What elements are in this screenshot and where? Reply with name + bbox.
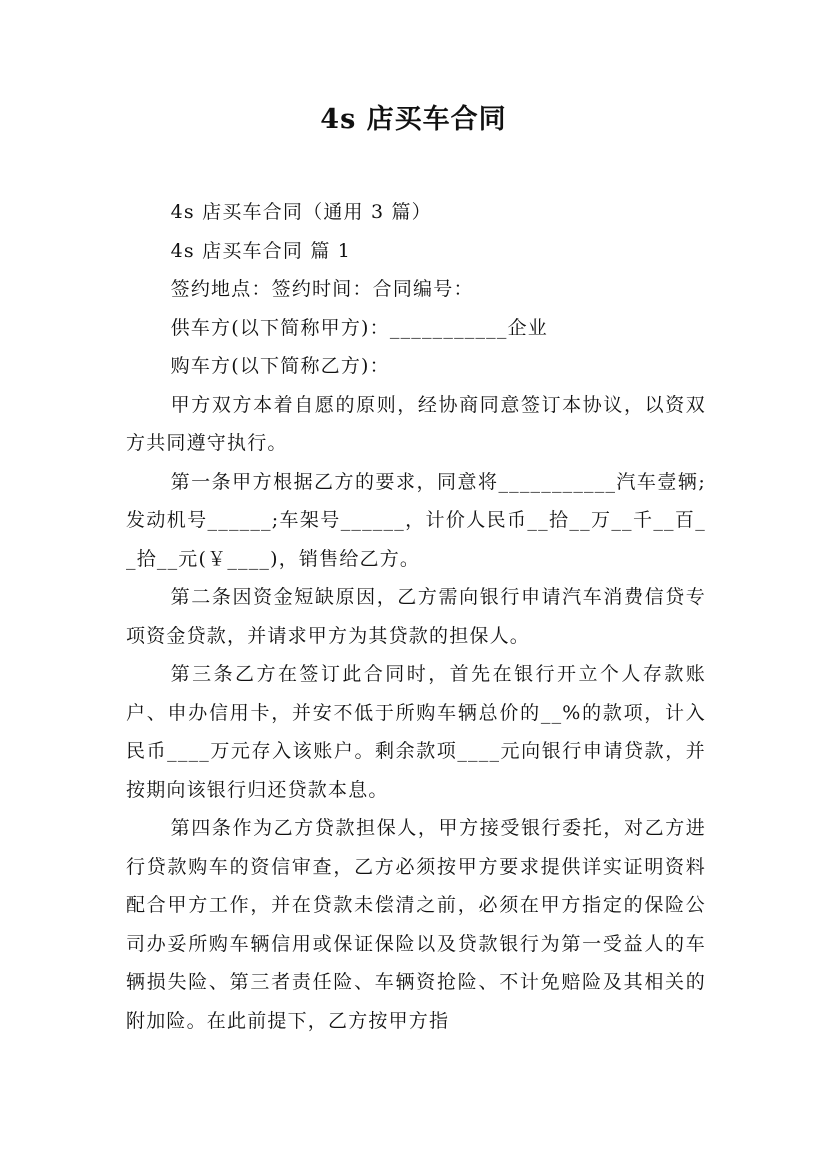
document-title: 4s 店买车合同 — [320, 104, 507, 135]
paragraph-article-3: 第三条乙方在签订此合同时，首先在银行开立个人存款账户、申办信用卡，并安不低于所购车辆总价的__%的款项，计入民币____万元存入该账户。剩余款项____元向银行申请贷款，并按期向该银行归还贷款本息。 — [126, 663, 706, 801]
paragraph-party-b: 购车方(以下简称乙方)： — [170, 355, 390, 377]
paragraph-signing-info: 签约地点：签约时间：合同编号： — [170, 278, 474, 300]
paragraph-preamble: 甲方双方本着自愿的原则，经协商同意签订本协议，以资双方共同遵守执行。 — [126, 393, 706, 454]
paragraph-article-4: 第四条作为乙方贷款担保人，甲方接受银行委托，对乙方进行贷款购车的资信审查，乙方必须按甲方要求提供详实证明资料配合甲方工作，并在贷款未偿清之前，必须在甲方指定的保险公司办妥所购车辆信用或保证保险以及贷款银行为第一受益人的车辆损失险、第三者责任险、车辆资抢险、不计免赔险及其相关的附加险。在此前提下，乙方按甲方指 — [126, 817, 706, 1032]
paragraph-subtitle: 4s 店买车合同（通用 3 篇） — [170, 201, 432, 223]
paragraph-article-1: 第一条甲方根据乙方的要求，同意将___________汽车壹辆;发动机号______;车架号______，计价人民币__拾__万__千__百__拾__元(￥____)，销售给乙方。 — [126, 470, 706, 570]
document-body — [126, 193, 706, 1040]
paragraph-article-2: 第二条因资金短缺原因，乙方需向银行申请汽车消费信贷专项资金贷款，并请求甲方为其贷款的担保人。 — [126, 586, 706, 647]
paragraph-party-a: 供车方(以下简称甲方)：___________企业 — [170, 316, 548, 339]
paragraph-section-heading: 4s 店买车合同 篇 1 — [170, 239, 352, 262]
